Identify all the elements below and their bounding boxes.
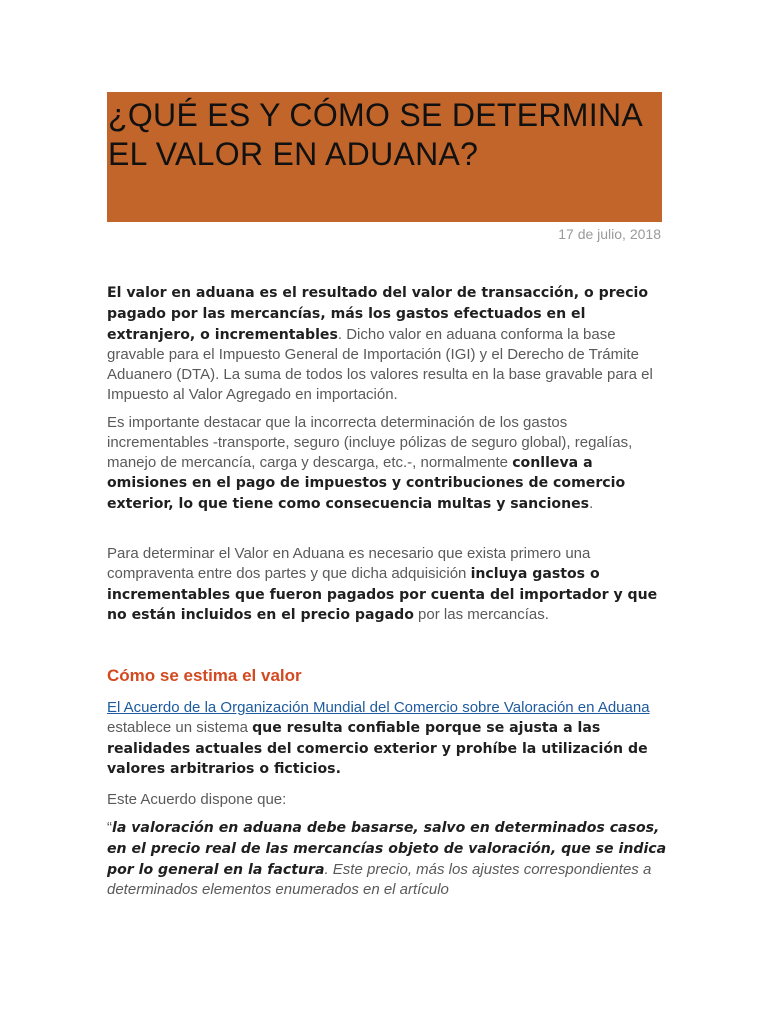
paragraph-importance	[107, 413, 667, 515]
paragraph-agreement	[107, 698, 667, 780]
paragraph-determination	[107, 544, 667, 626]
paragraph-determination-bold: incluya gastos o incrementables que fueron pagados por cuenta del importador y que no están incluidos en el precio pagado	[107, 565, 658, 624]
paragraph-determination-text: Para determinar el Valor en Aduana es necesario que exista primero una compraventa entre dos partes y que dicha adquisición	[107, 545, 591, 582]
paragraph-agreement-bold: que resulta confiable porque se ajusta a las realidades actuales del comercio exterior y prohíbe la utilización de valores arbitrarios o ficticios.	[107, 719, 648, 778]
paragraph-intro-bold: El valor en aduana es el resultado del valor de transacción, o precio pagado por las mercancías, más los gastos efectuados en el extranjero, o incrementables	[107, 285, 649, 343]
paragraph-intro-text: . Dicho valor en aduana conforma la base gravable para el Impuesto General de Importación (IGI) y el Derecho de Trámite Aduanero (DTA). La suma de todos los valores resulta en la base gravable para el Impuesto al Valor Agregado en importación.	[107, 325, 653, 403]
paragraph-determination-end: por las mercancías.	[413, 606, 549, 624]
paragraph-agreement-states: Este Acuerdo dispone que:	[107, 791, 287, 808]
paragraph-importance-end: .	[589, 495, 594, 513]
page-title: ¿QUÉ ES Y CÓMO SE DETERMINA EL VALOR EN ADUANA?	[108, 97, 642, 172]
paragraph-importance-bold: conlleva a omisiones en el pago de impuestos y contribuciones de comercio exterior, lo que tiene como consecuencia multas y sanciones	[107, 454, 626, 513]
paragraph-importance-text: Es importante destacar que la incorrecta determinación de los gastos incrementables -transporte, seguro (incluye pólizas de seguro global), regalías, manejo de mercancía, carga y descarga, etc.-, normalmente	[107, 414, 633, 471]
open-quote-mark: “	[107, 819, 112, 836]
publish-date: 17 de julio, 2018	[558, 226, 661, 242]
paragraph-intro	[107, 283, 667, 405]
paragraph-quote	[107, 818, 667, 900]
agreement-link[interactable]: El Acuerdo de la Organización Mundial del Comercio sobre Valoración en Aduana	[107, 699, 650, 716]
section-heading: Cómo se estima el valor	[107, 666, 302, 685]
paragraph-quote-italic: . Este precio, más los ajustes correspondientes a determinados elementos enumerados en el artículo	[107, 860, 652, 899]
paragraph-agreement-text: establece un sistema	[107, 718, 253, 736]
paragraph-quote-bold: la valoración en aduana debe basarse, salvo en determinados casos, en el precio real de las mercancías objeto de valoración, que se indica por lo general en la factura	[107, 820, 667, 878]
